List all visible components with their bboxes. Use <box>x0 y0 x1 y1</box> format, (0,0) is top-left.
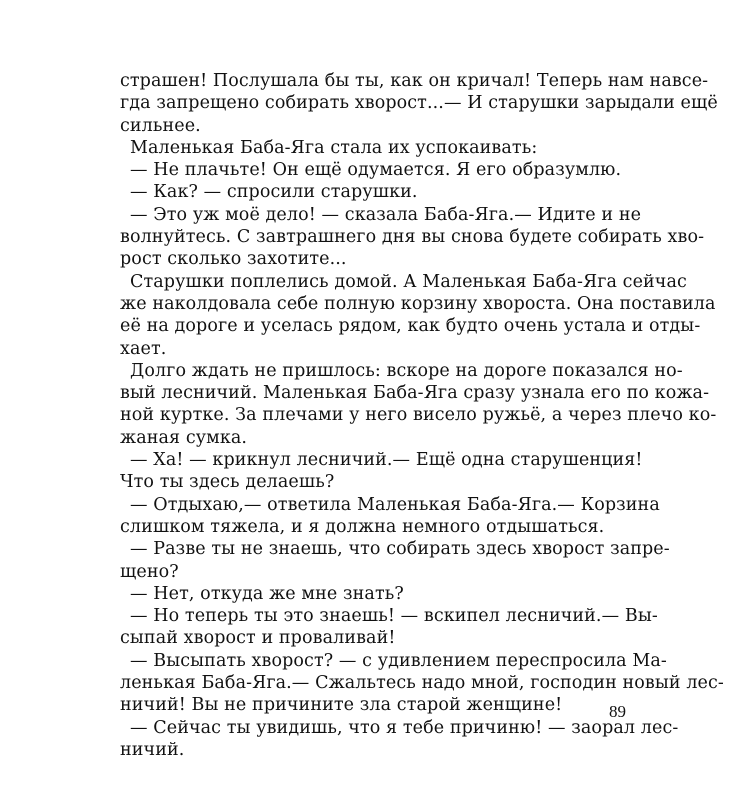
text-line: — Ха! — крикнул лесничий.— Ещё одна старушенция! <box>130 450 643 471</box>
text-line: сыпай хворост и проваливай! <box>120 628 396 649</box>
text-line: ной куртке. За плечами у него висело ружьё, а через плечо ко- <box>120 405 717 426</box>
text-line: страшен! Послушала бы ты, как он кричал! Теперь нам навсе- <box>120 71 709 91</box>
text-line: — Как? — спросили старушки. <box>130 182 418 203</box>
text-line: волнуйтесь. С завтрашнего дня вы снова будете собирать хво- <box>120 227 705 248</box>
text-line: — Отдыхаю,— ответила Маленькая Баба-Яга.— Корзина <box>130 494 660 515</box>
text-line: Что ты здесь делаешь? <box>120 472 335 493</box>
text-line: сильнее. <box>120 115 201 136</box>
text-line: — Сейчас ты увидишь, что я тебе причиню! — заорал лес- <box>130 717 679 738</box>
page-number: 89 <box>609 702 626 721</box>
text-line: — Это уж моё дело! — сказала Баба-Яга.— Идите и не <box>130 204 642 225</box>
text-line: — Нет, откуда же мне знать? <box>130 583 404 604</box>
text-line: ленькая Баба-Яга.— Сжальтесь надо мной, господин новый лес- <box>120 673 724 694</box>
text-line: — Не плачьте! Он ещё одумается. Я его образумлю. <box>130 160 622 181</box>
text-line: же наколдовала себе полную корзину хвороста. Она поставила <box>120 293 716 314</box>
text-line: Старушки поплелись домой. А Маленькая Баба-Яга сейчас <box>130 271 687 292</box>
text-line: ничий. <box>120 739 185 760</box>
text-line: — Разве ты не знаешь, что собирать здесь хворост запре- <box>130 539 670 560</box>
text-line: Маленькая Баба-Яга стала их успокаивать: <box>130 137 538 158</box>
text-line: — Но теперь ты это знаешь! — вскипел лесничий.— Вы- <box>130 606 658 627</box>
body-text <box>120 70 724 761</box>
text-line: рост сколько захотите... <box>120 249 347 270</box>
text-line: хает. <box>120 338 167 359</box>
text-line: её на дороге и уселась рядом, как будто очень устала и отды- <box>120 316 701 337</box>
text-line: слишком тяжела, и я должна немного отдышаться. <box>120 516 605 537</box>
text-line: — Высыпать хворост? — с удивлением переспросила Ма- <box>130 650 667 671</box>
text-line: щено? <box>120 561 179 582</box>
text-line: Долго ждать не пришлось: вскоре на дороге показался но- <box>130 360 683 381</box>
text-line: ничий! Вы не причините зла старой женщине! <box>120 695 563 716</box>
text-line: жаная сумка. <box>120 427 248 448</box>
text-line: гда запрещено собирать хворост...— И старушки зарыдали ещё <box>120 93 718 114</box>
text-line: вый лесничий. Маленькая Баба-Яга сразу узнала его по кожа- <box>120 383 710 404</box>
